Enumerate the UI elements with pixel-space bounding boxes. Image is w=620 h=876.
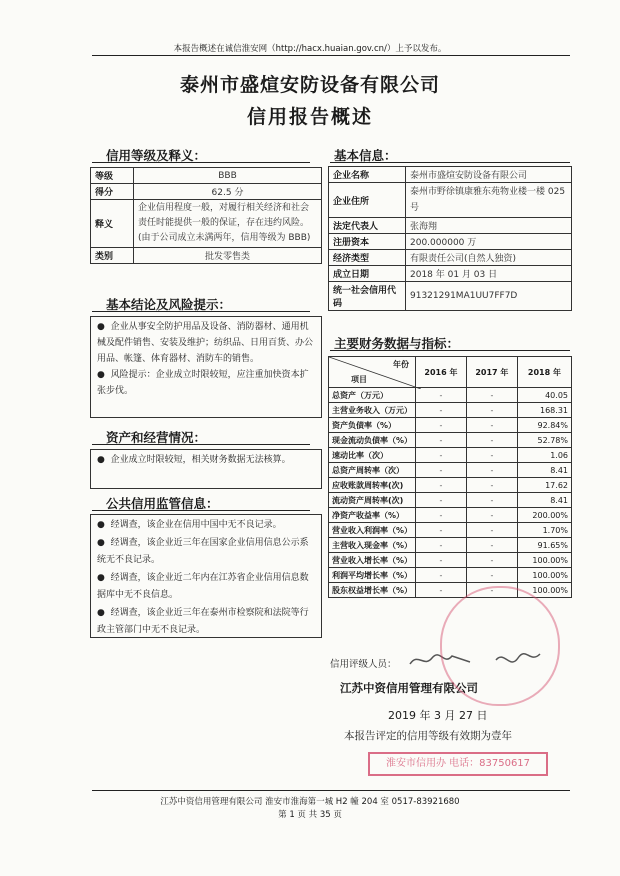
rating-label: 等级 bbox=[91, 168, 134, 184]
supervision-box bbox=[90, 514, 322, 638]
report-date: 2019 年 3 月 27 日 bbox=[388, 709, 488, 722]
financial-metric-name: 应收账款周转率(次) bbox=[329, 478, 416, 493]
financial-metric-name: 总资产周转率（次） bbox=[329, 463, 416, 478]
supervision-heading: 公共信用监管信息： bbox=[106, 496, 219, 511]
financial-value: 1.06 bbox=[517, 448, 571, 463]
conclusion-item: ● 风险提示：企业成立时限较短，应注重加快资本扩张步伐。 bbox=[97, 370, 309, 396]
rating-heading-rule bbox=[92, 162, 310, 163]
basic-info-row bbox=[329, 282, 572, 311]
financial-metric-name: 净资产收益率（%） bbox=[329, 508, 416, 523]
supervision-item: ● 经调查，该企业近三年在国家企业信用信息公示系统无不良记录。 bbox=[97, 537, 309, 565]
rating-label: 释义 bbox=[91, 200, 134, 248]
financial-value: - bbox=[416, 538, 467, 553]
financial-row bbox=[329, 388, 572, 403]
financial-value: - bbox=[466, 403, 517, 418]
financial-value: - bbox=[466, 463, 517, 478]
financial-value: - bbox=[416, 433, 467, 448]
basic-info-label: 法定代表人 bbox=[329, 218, 406, 234]
financial-row bbox=[329, 523, 572, 538]
financial-value: - bbox=[466, 478, 517, 493]
financial-value: - bbox=[416, 388, 467, 403]
financial-value: 1.70% bbox=[517, 523, 571, 538]
rating-grade: BBB bbox=[134, 168, 322, 184]
supervision-heading-rule bbox=[92, 510, 310, 511]
financial-row bbox=[329, 538, 572, 553]
rating-explanation: 企业信用程度一般，对履行相关经济和社会责任时能提供一般的保证，存在违约风险。(由于公司成立未满两年，信用等级为 BBB) bbox=[134, 200, 322, 248]
financial-value: 100.00% bbox=[517, 553, 571, 568]
assets-heading: 资产和经营情况： bbox=[106, 430, 207, 445]
financial-row bbox=[329, 493, 572, 508]
financial-value: 200.00% bbox=[517, 508, 571, 523]
financial-value: - bbox=[466, 433, 517, 448]
rating-row bbox=[91, 184, 322, 200]
supervision-item: ● 经调查，该企业在信用中国中无不良记录。 bbox=[97, 520, 282, 530]
rating-label: 类别 bbox=[91, 248, 134, 264]
assets-box bbox=[90, 449, 322, 489]
rating-score: 62.5 分 bbox=[134, 184, 322, 200]
basic-info-label: 注册资本 bbox=[329, 234, 406, 250]
basic-info-heading: 基本信息： bbox=[334, 148, 397, 163]
legal-rep-value: 张海翔 bbox=[406, 218, 572, 234]
conclusion-item: ● 企业从事安全防护用品及设备、消防器材、通用机械及配件销售、安装及维护；纺织品、日用百货、办公用品、帐篷、体育器材、消防车的销售。 bbox=[97, 322, 314, 364]
financial-metric-name: 主营收入现金率（%） bbox=[329, 538, 416, 553]
credit-code-value: 91321291MA1UU7FF7D bbox=[406, 282, 572, 311]
credit-office-stamp: 淮安市信用办 电话：83750617 bbox=[368, 752, 548, 776]
financial-row bbox=[329, 553, 572, 568]
founding-date-value: 2018 年 01 月 03 日 bbox=[406, 266, 572, 282]
financial-row bbox=[329, 478, 572, 493]
conclusion-heading: 基本结论及风险提示： bbox=[106, 297, 232, 312]
basic-info-label: 企业住所 bbox=[329, 183, 406, 218]
footer-address: 江苏中资信用管理有限公司 淮安市淮海第一城 H2 幢 204 室 0517-83921680 bbox=[160, 797, 460, 807]
year-header: 2016 年 bbox=[416, 357, 467, 388]
basic-info-row bbox=[329, 266, 572, 282]
financial-value: - bbox=[466, 553, 517, 568]
financial-value: 17.62 bbox=[517, 478, 571, 493]
financial-value: - bbox=[416, 478, 467, 493]
basic-info-label: 成立日期 bbox=[329, 266, 406, 282]
basic-info-heading-rule bbox=[330, 162, 570, 163]
financial-value: 91.65% bbox=[517, 538, 571, 553]
financial-metric-name: 现金流动负债率（%） bbox=[329, 433, 416, 448]
financial-body bbox=[329, 388, 572, 598]
financial-metric-name: 流动资产周转率(次) bbox=[329, 493, 416, 508]
financial-row bbox=[329, 418, 572, 433]
financial-value: - bbox=[466, 568, 517, 583]
financial-metric-name: 营业收入增长率（%） bbox=[329, 553, 416, 568]
financial-value: - bbox=[416, 568, 467, 583]
financial-value: - bbox=[416, 418, 467, 433]
year-header: 2017 年 bbox=[466, 357, 517, 388]
financial-value: - bbox=[416, 493, 467, 508]
financial-metric-name: 速动比率（次） bbox=[329, 448, 416, 463]
financial-value: - bbox=[466, 538, 517, 553]
financial-value: - bbox=[466, 448, 517, 463]
basic-info-row bbox=[329, 183, 572, 218]
financial-row bbox=[329, 568, 572, 583]
basic-info-label: 企业名称 bbox=[329, 167, 406, 183]
financial-value: - bbox=[466, 523, 517, 538]
rating-row bbox=[91, 200, 322, 248]
financial-value: 8.41 bbox=[517, 493, 571, 508]
basic-info-label: 经济类型 bbox=[329, 250, 406, 266]
financial-value: - bbox=[416, 553, 467, 568]
rating-row bbox=[91, 248, 322, 264]
basic-info-row bbox=[329, 250, 572, 266]
conclusion-box bbox=[90, 316, 322, 418]
financial-value: - bbox=[466, 388, 517, 403]
rating-heading: 信用等级及释义： bbox=[106, 148, 207, 163]
basic-info-label: 统一社会信用代码 bbox=[329, 282, 406, 311]
supervision-item: ● 经调查，该企业近三年在泰州市检察院和法院等行政主管部门中无不良记录。 bbox=[97, 607, 309, 635]
financial-value: 8.41 bbox=[517, 463, 571, 478]
conclusion-heading-rule bbox=[92, 311, 310, 312]
financial-row bbox=[329, 583, 572, 598]
financial-value: - bbox=[416, 583, 467, 598]
financial-metric-name: 主营业务收入（万元） bbox=[329, 403, 416, 418]
financial-metric-name: 股东权益增长率（%） bbox=[329, 583, 416, 598]
footer-divider bbox=[92, 790, 570, 791]
financial-value: 100.00% bbox=[517, 568, 571, 583]
financial-value: - bbox=[466, 418, 517, 433]
financial-header-row bbox=[329, 357, 572, 388]
header-divider bbox=[92, 55, 570, 56]
company-name-value: 泰州市盛煊安防设备有限公司 bbox=[406, 167, 572, 183]
financial-row bbox=[329, 403, 572, 418]
financial-value: - bbox=[416, 463, 467, 478]
rating-category: 批发零售类 bbox=[134, 248, 322, 264]
year-header: 2018 年 bbox=[517, 357, 571, 388]
financial-row bbox=[329, 433, 572, 448]
rating-table bbox=[90, 167, 322, 264]
assets-item: ● 企业成立时限较短，相关财务数据无法核算。 bbox=[97, 455, 291, 465]
company-title: 泰州市盛煊安防设备有限公司 bbox=[179, 74, 440, 96]
financial-metric-name: 营业收入利润率（%） bbox=[329, 523, 416, 538]
financial-value: - bbox=[416, 403, 467, 418]
financial-value: - bbox=[416, 523, 467, 538]
page-number: 第 1 页 共 35 页 bbox=[278, 810, 342, 820]
financial-value: 100.00% bbox=[517, 583, 571, 598]
financial-value: - bbox=[466, 583, 517, 598]
financial-value: 168.31 bbox=[517, 403, 571, 418]
company-seal bbox=[440, 586, 560, 706]
report-title: 信用报告概述 bbox=[246, 106, 373, 128]
validity-note: 本报告评定的信用等级有效期为壹年 bbox=[344, 730, 512, 742]
assets-heading-rule bbox=[92, 444, 310, 445]
financial-metric-name: 总资产（万元） bbox=[329, 388, 416, 403]
financial-table bbox=[328, 356, 572, 598]
publication-notice: 本报告概述在诚信淮安网（http://hacx.huaian.gov.cn/）上予以发布。 bbox=[173, 44, 447, 54]
rating-label: 得分 bbox=[91, 184, 134, 200]
financial-value: 92.84% bbox=[517, 418, 571, 433]
supervision-item: ● 经调查，该企业近二年内在江苏省企业信用信息数据库中无不良信息。 bbox=[97, 572, 309, 600]
basic-info-row bbox=[329, 167, 572, 183]
financial-corner-cell bbox=[329, 357, 416, 388]
corner-item-label: 项目 bbox=[351, 375, 367, 384]
evaluator-label: 信用评级人员： bbox=[330, 659, 397, 670]
capital-value: 200.000000 万 bbox=[406, 234, 572, 250]
financial-value: 52.78% bbox=[517, 433, 571, 448]
economic-type-value: 有限责任公司(自然人独资) bbox=[406, 250, 572, 266]
financial-metric-name: 资产负债率（%） bbox=[329, 418, 416, 433]
financial-row bbox=[329, 508, 572, 523]
address-value: 泰州市野徐镇康雅东苑物业楼一楼 025 号 bbox=[406, 183, 572, 218]
financial-value: - bbox=[416, 448, 467, 463]
financial-row bbox=[329, 448, 572, 463]
corner-year-label: 年份 bbox=[393, 360, 409, 369]
financial-value: 40.05 bbox=[517, 388, 571, 403]
basic-info-row bbox=[329, 218, 572, 234]
rating-row bbox=[91, 168, 322, 184]
financial-value: - bbox=[466, 508, 517, 523]
financial-metric-name: 利润平均增长率（%） bbox=[329, 568, 416, 583]
financial-value: - bbox=[416, 508, 467, 523]
issuer-company: 江苏中资信用管理有限公司 bbox=[340, 681, 478, 695]
financial-row bbox=[329, 463, 572, 478]
financial-value: - bbox=[466, 493, 517, 508]
financial-heading: 主要财务数据与指标： bbox=[334, 336, 460, 351]
basic-info-row bbox=[329, 234, 572, 250]
financial-heading-rule bbox=[330, 350, 570, 351]
basic-info-table bbox=[328, 166, 572, 311]
